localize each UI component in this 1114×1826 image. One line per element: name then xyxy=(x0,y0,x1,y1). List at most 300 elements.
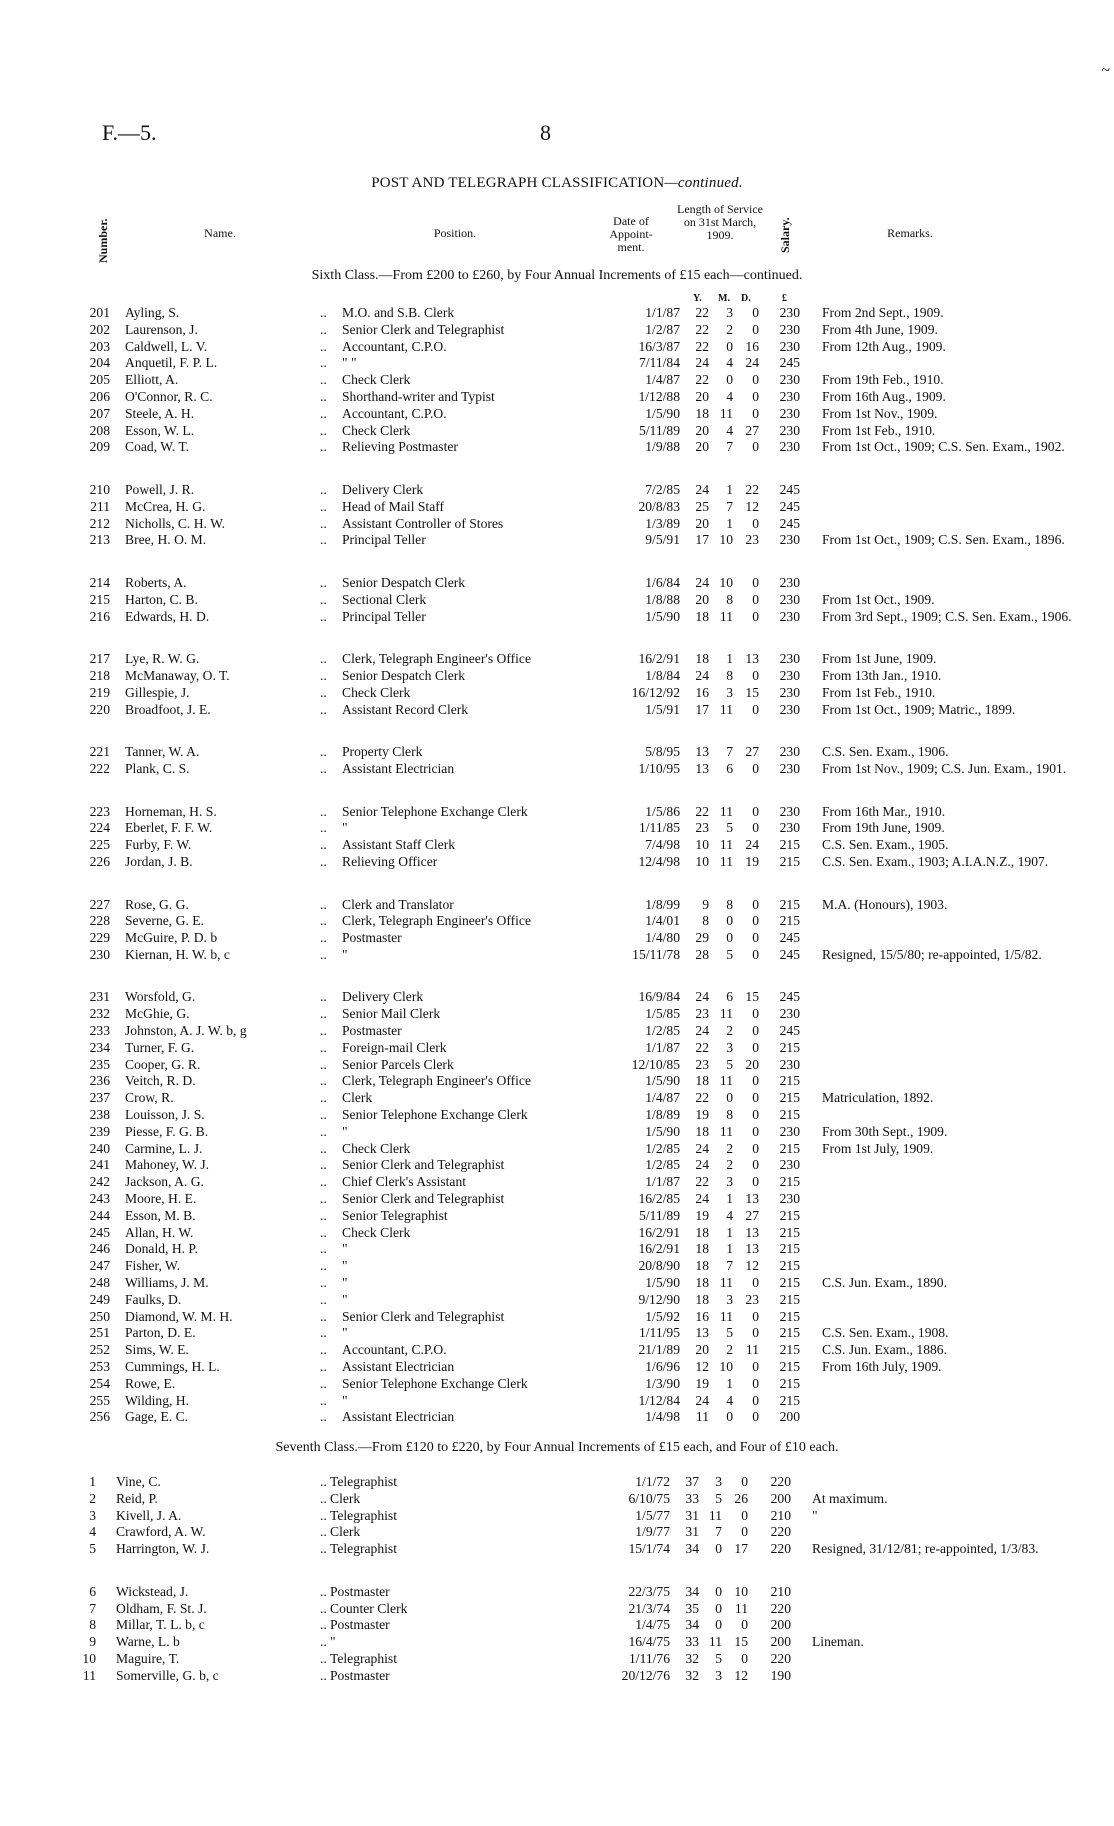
row-number: 248 xyxy=(89,1275,110,1291)
service-years: 18 xyxy=(695,1123,709,1139)
position: Postmaster xyxy=(330,1667,390,1683)
service-days: 0 xyxy=(752,1090,759,1106)
table-row xyxy=(0,1651,1114,1668)
table-row xyxy=(0,499,1114,516)
service-years: 13 xyxy=(695,760,709,776)
employee-name: Carmine, L. J. xyxy=(125,1140,203,1156)
leader-dots: .. xyxy=(320,372,327,388)
employee-name: Caldwell, L. V. xyxy=(125,338,208,354)
service-years: 33 xyxy=(685,1490,699,1506)
table-row xyxy=(0,1057,1114,1074)
service-days: 26 xyxy=(734,1490,748,1506)
service-months: 4 xyxy=(726,422,733,438)
service-days: 19 xyxy=(745,853,759,869)
salary: 210 xyxy=(770,1507,791,1523)
salary: 230 xyxy=(779,532,800,548)
table-row xyxy=(0,482,1114,499)
leader-dots: .. xyxy=(320,701,327,717)
leader-dots: .. xyxy=(320,1224,327,1240)
position: Postmaster xyxy=(342,1023,402,1039)
service-months: 1 xyxy=(726,481,733,497)
employee-name: McManaway, O. T. xyxy=(125,667,230,683)
service-years: 35 xyxy=(685,1600,699,1616)
leader-dots: .. xyxy=(320,820,327,836)
service-years: 18 xyxy=(695,405,709,421)
row-number: 205 xyxy=(89,372,110,388)
service-days: 0 xyxy=(752,388,759,404)
remarks: From 1st Feb., 1910. xyxy=(822,422,936,438)
row-number: 219 xyxy=(89,684,110,700)
remarks: From 2nd Sept., 1909. xyxy=(822,305,944,320)
employee-name: Moore, H. E. xyxy=(125,1191,197,1207)
service-months: 7 xyxy=(726,744,733,760)
position: Clerk, Telegraph Engineer's Office xyxy=(342,651,531,667)
remarks: From 3rd Sept., 1909; C.S. Sen. Exam., 1906. xyxy=(822,608,1072,624)
appointment-date: 1/4/87 xyxy=(645,372,680,388)
service-months: 0 xyxy=(715,1583,722,1599)
service-months: 3 xyxy=(715,1474,722,1489)
service-years: 22 xyxy=(695,305,709,320)
remarks: From 30th Sept., 1909. xyxy=(822,1123,948,1139)
position: " xyxy=(342,1392,348,1408)
position: Senior Parcels Clerk xyxy=(342,1056,454,1072)
leader-dots: .. xyxy=(320,684,327,700)
salary: 230 xyxy=(779,760,800,776)
service-years: 11 xyxy=(695,1409,709,1425)
service-years: 22 xyxy=(695,372,709,388)
unit-days: D. xyxy=(741,293,751,304)
service-days: 0 xyxy=(752,591,759,607)
service-years: 13 xyxy=(695,744,709,760)
service-months: 1 xyxy=(726,1241,733,1257)
salary: 215 xyxy=(779,1308,800,1324)
remarks: From 1st Oct., 1909; Matric., 1899. xyxy=(822,701,1016,717)
service-months: 0 xyxy=(726,1409,733,1425)
salary: 230 xyxy=(779,1056,800,1072)
service-months: 1 xyxy=(726,515,733,531)
appointment-date: 7/11/84 xyxy=(638,355,680,371)
leader-dots: .. xyxy=(320,1325,327,1341)
service-months: 11 xyxy=(708,1634,722,1650)
table-row xyxy=(0,516,1114,533)
employee-name: O'Connor, R. C. xyxy=(125,388,213,404)
service-days: 13 xyxy=(745,651,759,667)
employee-name: Rose, G. G. xyxy=(125,896,189,912)
appointment-date: 20/12/76 xyxy=(621,1667,670,1683)
employee-name: Diamond, W. M. H. xyxy=(125,1308,233,1324)
appointment-date: 16/2/91 xyxy=(638,1241,680,1257)
service-years: 24 xyxy=(695,1392,709,1408)
appointment-date: 16/2/85 xyxy=(638,1191,680,1207)
leader-dots: .. xyxy=(320,1140,327,1156)
appointment-date: 20/8/83 xyxy=(638,498,680,514)
table-row xyxy=(0,1393,1114,1410)
row-number: 241 xyxy=(89,1157,110,1173)
salary: 215 xyxy=(779,1359,800,1375)
appointment-date: 1/8/88 xyxy=(645,591,680,607)
row-number: 243 xyxy=(89,1191,110,1207)
row-number: 221 xyxy=(89,744,110,760)
service-months: 8 xyxy=(726,591,733,607)
leader-dots: .. xyxy=(320,913,327,929)
row-number: 225 xyxy=(89,837,110,853)
appointment-date: 5/11/89 xyxy=(638,1207,680,1223)
leader-dots: .. xyxy=(320,1073,327,1089)
employee-name: Worsfold, G. xyxy=(125,989,196,1005)
remarks: C.S. Sen. Exam., 1908. xyxy=(822,1325,949,1341)
service-months: 7 xyxy=(715,1524,722,1540)
row-number: 208 xyxy=(89,422,110,438)
salary: 215 xyxy=(779,1291,800,1307)
service-days: 0 xyxy=(752,667,759,683)
appointment-date: 1/1/87 xyxy=(645,1174,680,1190)
service-days: 0 xyxy=(752,372,759,388)
service-months: 0 xyxy=(715,1617,722,1633)
service-years: 24 xyxy=(695,1140,709,1156)
leader-dots: .. xyxy=(320,837,327,853)
salary: 215 xyxy=(779,1325,800,1341)
leader-dots: .. xyxy=(320,853,327,869)
salary: 215 xyxy=(779,1090,800,1106)
row-number: 1 xyxy=(89,1474,96,1489)
row-number: 244 xyxy=(89,1207,110,1223)
service-months: 5 xyxy=(726,946,733,962)
row-number: 245 xyxy=(89,1224,110,1240)
position: Senior Mail Clerk xyxy=(342,1006,441,1022)
leader-dots: .. xyxy=(320,439,327,455)
service-days: 13 xyxy=(745,1224,759,1240)
appointment-date: 21/3/74 xyxy=(628,1600,670,1616)
table-row xyxy=(0,1241,1114,1258)
leader-dots: .. xyxy=(320,1174,327,1190)
appointment-date: 1/5/90 xyxy=(645,608,680,624)
position: " xyxy=(342,820,348,836)
row-number: 203 xyxy=(89,338,110,354)
appointment-date: 21/1/89 xyxy=(638,1342,680,1358)
employee-name: Millar, T. L. b, c xyxy=(116,1617,205,1633)
service-months: 11 xyxy=(719,701,733,717)
service-years: 24 xyxy=(695,355,709,371)
appointment-date: 12/10/85 xyxy=(631,1056,680,1072)
service-years: 34 xyxy=(685,1617,699,1633)
position: " xyxy=(330,1634,336,1650)
table-row xyxy=(0,1006,1114,1023)
service-months: 7 xyxy=(726,439,733,455)
employee-name: Reid, P. xyxy=(116,1490,158,1506)
row-number: 207 xyxy=(89,405,110,421)
table-row xyxy=(0,854,1114,888)
header-date: Date of Appoint-ment. xyxy=(609,214,653,254)
position: Senior Telephone Exchange Clerk xyxy=(342,1107,528,1123)
appointment-date: 15/1/74 xyxy=(628,1541,670,1557)
service-years: 16 xyxy=(695,684,709,700)
salary: 220 xyxy=(770,1650,791,1666)
service-years: 19 xyxy=(695,1207,709,1223)
service-years: 24 xyxy=(695,989,709,1005)
table-row xyxy=(0,592,1114,609)
position: Clerk xyxy=(330,1524,361,1540)
service-years: 32 xyxy=(685,1650,699,1666)
table-row xyxy=(0,1491,1114,1508)
page-title xyxy=(0,175,1114,192)
position: Check Clerk xyxy=(342,1140,411,1156)
leader-dots: .. xyxy=(320,1291,327,1307)
appointment-date: 12/4/98 xyxy=(638,853,680,869)
service-years: 20 xyxy=(695,591,709,607)
remarks: From 1st Oct., 1909; C.S. Sen. Exam., 1902. xyxy=(822,439,1065,455)
leader-dots: .. xyxy=(320,1308,327,1324)
salary: 215 xyxy=(779,1140,800,1156)
service-months: 1 xyxy=(726,651,733,667)
service-months: 11 xyxy=(719,1275,733,1291)
salary: 230 xyxy=(779,667,800,683)
row-number: 231 xyxy=(89,989,110,1005)
row-number: 250 xyxy=(89,1308,110,1324)
service-days: 0 xyxy=(752,760,759,776)
salary: 245 xyxy=(779,498,800,514)
salary: 230 xyxy=(779,1123,800,1139)
appointment-date: 1/1/87 xyxy=(645,305,680,320)
service-days: 0 xyxy=(752,405,759,421)
salary: 215 xyxy=(779,1073,800,1089)
row-number: 222 xyxy=(89,760,110,776)
service-years: 24 xyxy=(695,481,709,497)
employee-name: Esson, W. L. xyxy=(125,422,195,438)
leader-dots: .. xyxy=(320,1258,327,1274)
employee-name: Laurenson, J. xyxy=(125,321,198,337)
salary: 230 xyxy=(779,388,800,404)
row-number: 201 xyxy=(89,305,110,320)
salary: 215 xyxy=(779,1224,800,1240)
service-months: 5 xyxy=(726,1325,733,1341)
table-row xyxy=(0,1601,1114,1618)
row-number: 246 xyxy=(89,1241,110,1257)
service-days: 0 xyxy=(752,1023,759,1039)
salary: 230 xyxy=(779,405,800,421)
row-number: 247 xyxy=(89,1258,110,1274)
service-years: 22 xyxy=(695,1090,709,1106)
employee-name: Williams, J. M. xyxy=(125,1275,209,1291)
leader-dots: .. xyxy=(320,896,327,912)
salary: 220 xyxy=(770,1541,791,1557)
employee-name: Louisson, J. S. xyxy=(125,1107,205,1123)
table-row xyxy=(0,897,1114,914)
employee-name: Donald, H. P. xyxy=(125,1241,198,1257)
service-days: 17 xyxy=(734,1541,748,1557)
service-days: 0 xyxy=(752,1359,759,1375)
position: Assistant Controller of Stores xyxy=(342,515,504,531)
salary: 245 xyxy=(779,946,800,962)
salary: 215 xyxy=(779,1342,800,1358)
service-days: 0 xyxy=(741,1524,748,1540)
position: Chief Clerk's Assistant xyxy=(342,1174,467,1190)
position: Shorthand-writer and Typist xyxy=(342,388,495,404)
employee-name: Maguire, T. xyxy=(116,1650,180,1666)
service-months: 3 xyxy=(715,1667,722,1683)
remarks: M.A. (Honours), 1903. xyxy=(822,896,948,912)
table-row xyxy=(0,685,1114,702)
service-days: 0 xyxy=(752,1157,759,1173)
table-header xyxy=(0,203,1114,273)
salary: 230 xyxy=(779,803,800,819)
service-months: 5 xyxy=(715,1650,722,1666)
service-years: 20 xyxy=(695,422,709,438)
position: " " xyxy=(342,355,357,371)
table-row xyxy=(0,1376,1114,1393)
service-years: 18 xyxy=(695,1258,709,1274)
document-reference: F.—5. xyxy=(102,120,157,145)
service-years: 18 xyxy=(695,1073,709,1089)
appointment-date: 7/4/98 xyxy=(645,837,680,853)
service-months: 0 xyxy=(726,338,733,354)
position: Senior Despatch Clerk xyxy=(342,574,466,590)
service-months: 0 xyxy=(715,1541,722,1557)
salary: 220 xyxy=(770,1474,791,1489)
employee-name: Furby, F. W. xyxy=(125,837,192,853)
employee-name: Johnston, A. J. W. b, g xyxy=(125,1023,247,1039)
row-number: 255 xyxy=(89,1392,110,1408)
salary: 230 xyxy=(779,305,800,320)
table-row xyxy=(0,1225,1114,1242)
table-row xyxy=(0,702,1114,736)
appointment-date: 1/4/01 xyxy=(645,913,680,929)
employee-name: Edwards, H. D. xyxy=(125,608,210,624)
service-months: 11 xyxy=(719,1308,733,1324)
service-months: 0 xyxy=(726,372,733,388)
remarks: From 1st Nov., 1909. xyxy=(822,405,938,421)
employee-name: Broadfoot, J. E. xyxy=(125,701,211,717)
service-days: 0 xyxy=(752,1275,759,1291)
service-days: 0 xyxy=(752,913,759,929)
row-number: 10 xyxy=(82,1650,96,1666)
salary: 215 xyxy=(779,1275,800,1291)
appointment-date: 1/5/90 xyxy=(645,1073,680,1089)
service-years: 18 xyxy=(695,1224,709,1240)
service-months: 2 xyxy=(726,321,733,337)
position: " xyxy=(342,1275,348,1291)
employee-name: Rowe, E. xyxy=(125,1375,176,1391)
remarks: From 1st Oct., 1909. xyxy=(822,591,935,607)
table-row xyxy=(0,1073,1114,1090)
leader-dots: .. xyxy=(320,405,327,421)
row-number: 228 xyxy=(89,913,110,929)
table-row xyxy=(0,744,1114,761)
employee-name: Somerville, G. b, c xyxy=(116,1667,219,1683)
salary: 230 xyxy=(779,744,800,760)
employee-name: Kivell, J. A. xyxy=(116,1507,182,1523)
salary: 230 xyxy=(779,1157,800,1173)
appointment-date: 1/11/76 xyxy=(628,1650,670,1666)
appointment-date: 1/3/89 xyxy=(645,515,680,531)
service-years: 22 xyxy=(695,1039,709,1055)
unit-years: Y. xyxy=(693,293,702,304)
salary: 230 xyxy=(779,820,800,836)
appointment-date: 1/11/95 xyxy=(638,1325,680,1341)
appointment-date: 1/4/75 xyxy=(635,1617,670,1633)
service-months: 5 xyxy=(715,1490,722,1506)
position: M.O. and S.B. Clerk xyxy=(342,305,455,320)
service-months: 11 xyxy=(719,803,733,819)
employee-name: Gage, E. C. xyxy=(125,1409,189,1425)
position: Senior Clerk and Telegraphist xyxy=(342,321,505,337)
service-months: 8 xyxy=(726,1107,733,1123)
appointment-date: 1/2/85 xyxy=(645,1157,680,1173)
service-days: 0 xyxy=(752,946,759,962)
position: Assistant Staff Clerk xyxy=(342,837,456,853)
employee-name: Sims, W. E. xyxy=(125,1342,189,1358)
leader-dots: .. xyxy=(320,1667,327,1683)
remarks: Resigned, 15/5/80; re-appointed, 1/5/82. xyxy=(822,946,1042,962)
remarks: From 16th July, 1909. xyxy=(822,1359,942,1375)
header-position: Position. xyxy=(433,226,477,240)
appointment-date: 1/5/85 xyxy=(645,1006,680,1022)
table-row xyxy=(0,1208,1114,1225)
employee-name: Wickstead, J. xyxy=(116,1583,189,1599)
service-years: 31 xyxy=(685,1507,699,1523)
service-days: 0 xyxy=(741,1617,748,1633)
service-months: 1 xyxy=(726,1191,733,1207)
service-days: 0 xyxy=(752,1039,759,1055)
position: Relieving Officer xyxy=(342,853,438,869)
leader-dots: .. xyxy=(320,1392,327,1408)
remarks: Matriculation, 1892. xyxy=(822,1090,934,1106)
table-row xyxy=(0,1668,1114,1685)
remarks: From 12th Aug., 1909. xyxy=(822,338,946,354)
leader-dots: .. xyxy=(320,498,327,514)
employee-name: Jackson, A. G. xyxy=(125,1174,204,1190)
appointment-date: 1/9/77 xyxy=(635,1524,670,1540)
remarks: C.S. Sen. Exam., 1903; A.I.A.N.Z., 1907. xyxy=(822,853,1049,869)
appointment-date: 1/2/85 xyxy=(645,1140,680,1156)
employee-name: Wilding, H. xyxy=(125,1392,190,1408)
leader-dots: .. xyxy=(320,515,327,531)
appointment-date: 1/5/77 xyxy=(635,1507,670,1523)
table-row xyxy=(0,423,1114,440)
table-row xyxy=(0,1524,1114,1541)
salary: 245 xyxy=(779,481,800,497)
table-row xyxy=(0,322,1114,339)
appointment-date: 22/3/75 xyxy=(628,1583,670,1599)
service-days: 12 xyxy=(745,498,759,514)
service-days: 0 xyxy=(752,1073,759,1089)
position: Counter Clerk xyxy=(330,1600,408,1616)
service-days: 0 xyxy=(752,1325,759,1341)
service-months: 10 xyxy=(719,532,733,548)
remarks: C.S. Jun. Exam., 1886. xyxy=(822,1342,947,1358)
service-months: 4 xyxy=(726,355,733,371)
remarks: From 1st June, 1909. xyxy=(822,651,937,667)
service-days: 0 xyxy=(752,515,759,531)
service-months: 5 xyxy=(726,820,733,836)
table-row xyxy=(0,439,1114,473)
row-number: 217 xyxy=(89,651,110,667)
row-number: 214 xyxy=(89,574,110,590)
appointment-date: 1/3/90 xyxy=(645,1375,680,1391)
service-days: 12 xyxy=(734,1667,748,1683)
row-number: 8 xyxy=(89,1617,96,1633)
service-years: 22 xyxy=(695,321,709,337)
row-number: 223 xyxy=(89,803,110,819)
table-row xyxy=(0,389,1114,406)
row-number: 6 xyxy=(89,1583,96,1599)
row-number: 226 xyxy=(89,853,110,869)
salary: 245 xyxy=(779,515,800,531)
employee-name: McGhie, G. xyxy=(125,1006,190,1022)
salary: 230 xyxy=(779,651,800,667)
table-row xyxy=(0,1359,1114,1376)
leader-dots: .. xyxy=(320,1409,327,1425)
table-row xyxy=(0,1409,1114,1426)
